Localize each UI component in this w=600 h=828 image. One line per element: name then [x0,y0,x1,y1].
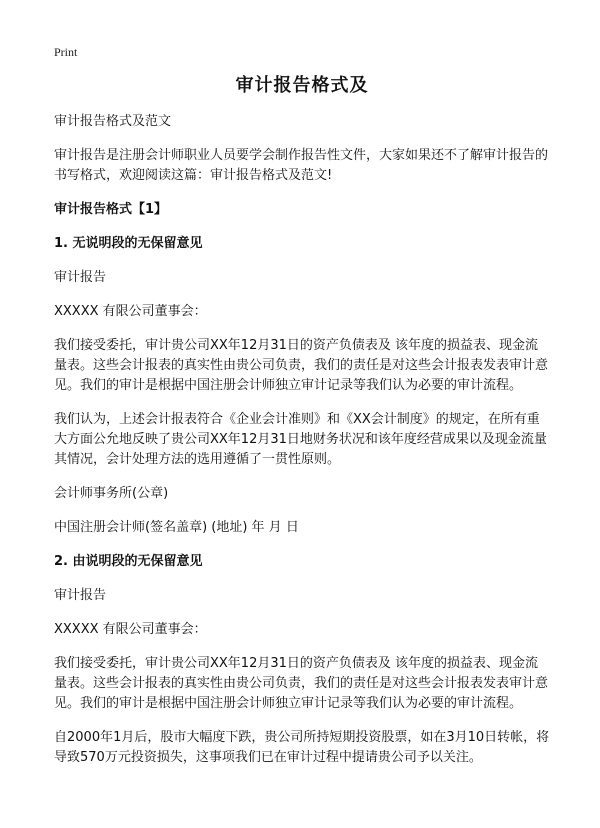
section-heading-format-1: 审计报告格式【1】 [54,202,168,217]
addressee-paragraph: XXXXX 有限公司董事会： [54,304,207,319]
report-label-paragraph: 审计报告 [54,270,107,285]
document-title: 审计报告格式及 [235,75,369,96]
body-paragraph: 我们接受委托，审计贵公司XX年12月31日的资产负债表及 该年度的损益表、现金流量表。这些会计报表的真实性由贵公司负责，我们的责任是对这些会计报表发表审计意见。我们的审计是根据中国注册会计师独立审计记录等我们认为必要的审计流程。 [54,656,549,711]
section-heading-no-explanation: 1. 无说明段的无保留意见 [54,236,203,251]
report-label-paragraph: 审计报告 [54,588,107,603]
opinion-paragraph: 我们认为，上述会计报表符合《企业会计准则》和《XX会计制度》的规定，在所有重大方面公允地反映了贵公司XX年12月31日地财务状况和该年度经营成果以及现金流量其情况，会计处理方法的选用遵循了一贯性原则。 [54,412,547,467]
body-paragraph: 我们接受委托，审计贵公司XX年12月31日的资产负债表及 该年度的损益表、现金流量表。这些会计报表的真实性由贵公司负责，我们的责任是对这些会计报表发表审计意见。我们的审计是根据中国注册会计师独立审计记录等我们认为必要的审计流程。 [54,338,549,393]
firm-seal-paragraph: 会计师事务所(公章) [54,486,169,501]
document-body [54,112,550,768]
addressee-paragraph: XXXXX 有限公司董事会： [54,622,207,637]
explanation-paragraph: 自2000年1月后，股市大幅度下跌，贵公司所持短期投资股票，如在3月10日转帐，将导致570万元投资损失，这事项我们已在审计过程中提请贵公司予以关注。 [54,730,550,765]
section-heading-with-explanation: 2. 由说明段的无保留意见 [54,554,203,569]
print-label: Print [54,45,78,59]
signature-line-paragraph: 中国注册会计师(签名盖章) (地址) 年 月 日 [54,520,299,535]
subtitle-paragraph: 审计报告格式及范文 [54,114,172,129]
intro-paragraph: 审计报告是注册会计师职业人员要学会制作报告性文件，大家如果还不了解审计报告的书写格式，欢迎阅读这篇：审计报告格式及范文! [54,148,549,183]
